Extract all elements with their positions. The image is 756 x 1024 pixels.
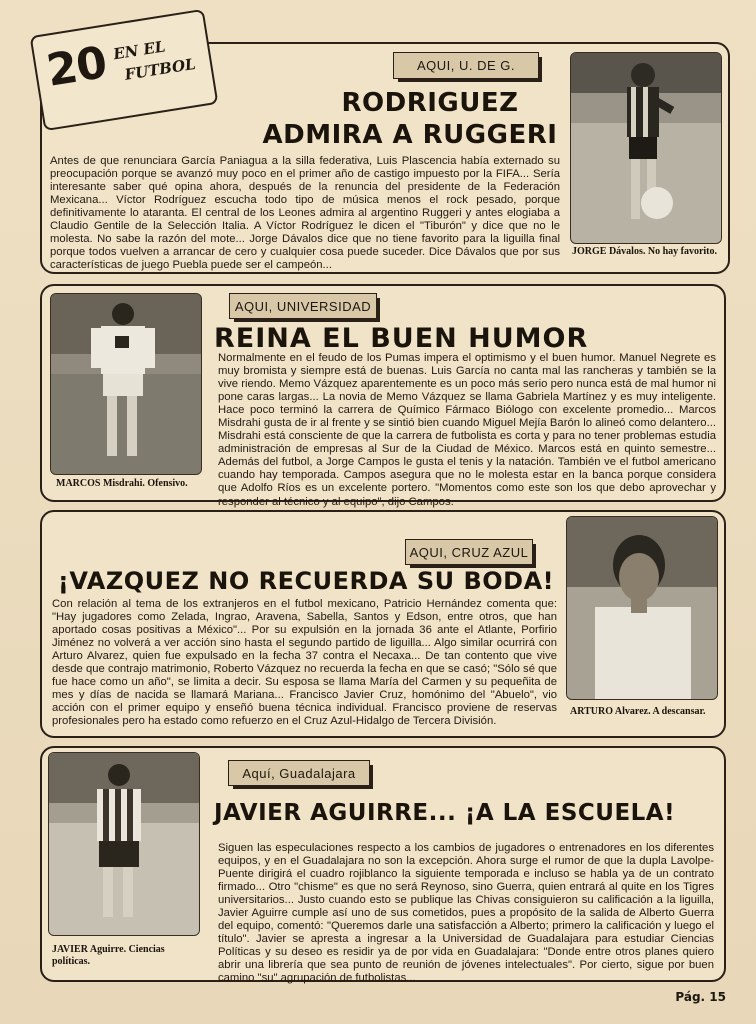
tag-text: AQUI, UNIVERSIDAD: [234, 298, 372, 314]
section-tag-guadalajara: [228, 760, 370, 786]
caption-name: JAVIER: [52, 944, 88, 955]
caption-arturo-alvarez: [570, 706, 720, 718]
caption-text: Misdrahi. Ofensivo.: [100, 478, 188, 489]
headline-reina-el-buen-humor: REINA EL BUEN HUMOR: [214, 323, 589, 354]
caption-name: MARCOS: [56, 478, 101, 489]
headline-line-1: RODRIGUEZ: [341, 88, 519, 118]
article-body-universidad: Normalmente en el feudo de los Pumas impera el optimismo y el buen humor. Manuel Negrete es muy bromista y siempre está de buenas. Luis García no canta mal las rancheras y también se la vive riendo. Memo Vázquez aparentemente es un poco más serio pero nunca está de mal humor ni pone caras largas... La novia de Memo Vázquez se llama Gabriela Martínez y es muy inteligente. Hace poco terminó la carrera de Químico Fármaco Biólogo con excelente promedio... Marcos Misdrahi gusta de ir al frente y se sintió bien cuando Miguel Mejía Barón lo alineó como delantero... Misdrahi está consciente de que la carrera de futbolista es corta y para no tener problemas estudia administración de empresas al Sur de la Ciudad de México. Marcos está en quinto semestre... Además del futbol, a Jorge Campos le gusta el tenis y la natación. También ve el futbol americano cuando hay temporada. Campos asegura que no le molesta estar en la banca porque considera que Adolfo Ríos es un excelente portero. "Momentos como este son los que debo aprovechar y responder al técnico y al equipo", dijo Campos.: [218, 352, 716, 508]
caption-text: Aguirre. Ciencias políticas.: [52, 944, 165, 967]
headline-line-2: ADMIRA A RUGGERI: [262, 120, 558, 150]
caption-marcos-misdrahi: [56, 478, 206, 490]
article-body-guadalajara: Siguen las especulaciones respecto a los cambios de jugadores o entrenadores en los diferentes equipos, y en el Guadalajara no son la excepción. Ahora surge el rumor de que la dupla Lavolpe-Puente dirigirá el cuadro rojiblanco la siguiente temporada e incluso se habla ya de un contrato firmado... Otro "chisme" es que no será Reynoso, sino Guerra, quien entrará al quite en los Tigres universitarios... Justo cuando esto se publique las Chivas consiguieron su calificación a la liguilla, Javier Aguirre cumple así uno de sus cometidos, pues a propósito de la salida de Alberto Guerra del equipo, comentó: "Queremos darle una satisfacción a Alberto; primero la calificación y luego el título". Javier se apresta a ingresar a la Universidad de Guadalajara para estudiar Ciencias Políticas y su deseo es residir ya de por vida en Guadalajara: "Donde entre otros planes quiero abrir una librería que sea punto de reunión de jóvenes intelectuales". Por cierto, sigue por buen camino "su" agrupación de futbolistas...: [218, 842, 714, 985]
photo-jorge-davalos: [570, 52, 722, 244]
badge-number: 20: [43, 37, 110, 97]
photo-arturo-alvarez: [566, 516, 718, 700]
caption-name: JORGE: [572, 246, 607, 257]
tag-text: Aquí, Guadalajara: [242, 765, 356, 781]
caption-name: ARTURO: [570, 706, 613, 717]
section-tag-cruz-azul: [405, 539, 533, 565]
tag-text: AQUI, CRUZ AZUL: [409, 544, 529, 560]
caption-text: Alvarez. A descansar.: [612, 706, 706, 717]
page-number: Pág. 15: [675, 990, 726, 1004]
tag-text: AQUI, U. DE G.: [416, 58, 515, 73]
caption-text: Dávalos. No hay favorito.: [606, 246, 718, 257]
caption-javier-aguirre: [52, 944, 200, 968]
badge-line2: FUTBOL: [123, 54, 197, 84]
article-body-cruz-azul: Con relación al tema de los extranjeros en el futbol mexicano, Patricio Hernández comenta que: "Hay jugadores como Zelada, Ingrao, Aravena, Sabella, Santos y Edson, entre otros, que han aportado cosas positivas a México"... Por su expulsión en la jornada 36 ante el Atlante, Porfirio Jiménez no volverá a ver acción sino hasta el segundo partido de liguilla... Algo similar ocurrirá con Arturo Alvarez, quien fue expulsado en la fecha 37 contra el Necaxa... De tan contento que vive desde que contrajo matrimonio, Roberto Vázquez no recuerda la fecha en que se casó; "Sólo sé que fue hace como un año", se limita a decir. Su esposa se llama María del Carmen y su pequeñita de mes y días de nacida se llamará Mariana... Francisco Javier Cruz, homónimo del "Abuelo", vio acción con el primer equipo y enseñó buena técnica individual. Francisco proviene de reservas profesionales pero ha estado como refuerzo en el Cruz Azul-Hidalgo de Tercera División.: [52, 598, 557, 728]
headline-javier-aguirre: JAVIER AGUIRRE... ¡A LA ESCUELA!: [214, 800, 676, 826]
photo-javier-aguirre: [48, 752, 200, 936]
caption-jorge-davalos: [572, 246, 722, 258]
photo-marcos-misdrahi: [50, 293, 202, 475]
headline-vazquez-no-recuerda: ¡VAZQUEZ NO RECUERDA SU BODA!: [57, 567, 555, 595]
article-body-u-de-g: Antes de que renunciara García Paniagua a la silla federativa, Luis Plascencia había externado su preocupación porque se avanzó muy poco en el primer año de castigo impuesto por la FIFA... Sería interesante saber qué opina ahora, después de la renuncia del presidente de la Federación Mexicana... Víctor Rodríguez escucha todo tipo de música menos el rock pesado, porque definitivamente lo ataranta. El central de los Leones admira al argentino Ruggeri y antes elogiaba a Claudio Gentile de la Selección Italia. A Víctor Rodríguez le dicen el "Tiburón" y dice que no le molesta. No sabe la razón del mote... Jorge Dávalos dice que no tiene favorito para la liguilla final porque todos vuelven a arrancar de cero y cualquier cosa puede suceder. Dice Dávalos que por sus características de juego Puebla puede ser el campeón...: [50, 155, 560, 272]
section-tag-u-de-g: [393, 52, 539, 79]
section-tag-universidad: [229, 293, 377, 319]
badge-line1: EN EL: [112, 37, 167, 64]
